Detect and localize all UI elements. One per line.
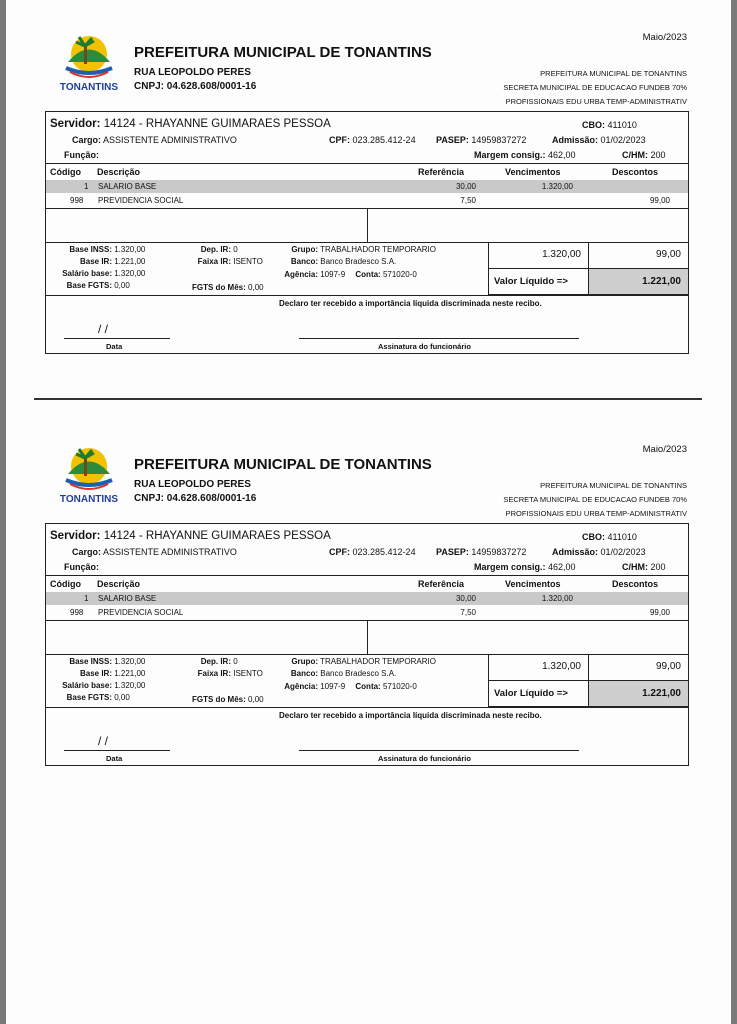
org-right-line-3: PROFISSIONAIS EDU URBA TEMP-ADMINISTRATIV bbox=[505, 97, 687, 106]
base-fgts-field bbox=[46, 693, 130, 702]
base-inss-field bbox=[46, 245, 156, 254]
org-cnpj: CNPJ: 04.628.608/0001-16 bbox=[134, 493, 257, 504]
pasep-field bbox=[436, 135, 526, 145]
admissao-label: Admissão: bbox=[552, 135, 599, 145]
base-inss-value: 1.320,00 bbox=[114, 657, 146, 666]
servidor-line bbox=[50, 118, 331, 130]
dep-ir-label: Dep. IR: bbox=[200, 657, 231, 666]
base-fgts-label: Base FGTS: bbox=[66, 693, 112, 702]
grupo-label: Grupo: bbox=[291, 245, 318, 254]
org-right-line-2: SECRETA MUNICIPAL DE EDUCACAO FUNDEB 70% bbox=[503, 495, 687, 504]
cpf-label: CPF: bbox=[329, 547, 350, 557]
date-line bbox=[64, 750, 170, 751]
base-inss-value: 1.320,00 bbox=[114, 245, 146, 254]
servidor-label: Servidor: bbox=[50, 118, 101, 130]
liquido-value: 1.221,00 bbox=[642, 688, 681, 699]
base-fgts-value: 0,00 bbox=[114, 693, 130, 702]
org-right-line-1: PREFEITURA MUNICIPAL DE TONANTINS bbox=[540, 69, 687, 78]
dep-ir-label: Dep. IR: bbox=[200, 245, 231, 254]
divider bbox=[45, 163, 689, 164]
base-ir-label: Base IR: bbox=[79, 257, 112, 266]
agencia-field bbox=[268, 270, 417, 279]
item-1-descricao: SALARIO BASE bbox=[98, 182, 157, 191]
date-label: Data bbox=[106, 754, 123, 763]
org-title: PREFEITURA MUNICIPAL DE TONANTINS bbox=[134, 44, 432, 61]
item-2-descricao: PREVIDENCIA SOCIAL bbox=[98, 608, 184, 617]
cbo-field bbox=[582, 120, 637, 130]
col-header-descontos: Descontos bbox=[612, 167, 659, 177]
cargo-label: Cargo: bbox=[72, 135, 101, 145]
base-ir-label: Base IR: bbox=[79, 669, 112, 678]
grupo-value: TRABALHADOR TEMPORARIO bbox=[320, 245, 436, 254]
cargo-label: Cargo: bbox=[72, 547, 101, 557]
item-1-referencia: 30,00 bbox=[455, 182, 476, 191]
col-header-referencia: Referência bbox=[418, 167, 465, 177]
item-1-vencimentos: 1.320,00 bbox=[541, 182, 573, 191]
faixa-ir-field bbox=[176, 669, 263, 678]
item-2-codigo: 998 bbox=[70, 608, 84, 617]
chm-value: 200 bbox=[650, 562, 666, 572]
signature-label: Assinatura do funcionário bbox=[378, 754, 471, 763]
item-2-referencia: 7,50 bbox=[460, 196, 476, 205]
base-ir-value: 1.221,00 bbox=[114, 257, 146, 266]
salario-base-value: 1.320,00 bbox=[114, 269, 146, 278]
col-header-referencia: Referência bbox=[418, 579, 465, 589]
total-descontos: 99,00 bbox=[655, 249, 681, 260]
org-address: RUA LEOPOLDO PERES bbox=[134, 67, 251, 78]
chm-field bbox=[622, 562, 666, 572]
servidor-line bbox=[50, 530, 331, 542]
divider bbox=[45, 295, 689, 296]
base-fgts-label: Base FGTS: bbox=[66, 281, 112, 290]
col-header-vencimentos: Vencimentos bbox=[505, 167, 561, 177]
liquido-value: 1.221,00 bbox=[642, 276, 681, 287]
chm-label: C/HM: bbox=[622, 562, 648, 572]
cargo-field bbox=[72, 547, 237, 557]
total-vencimentos: 1.320,00 bbox=[542, 249, 581, 260]
margem-label: Margem consig.: bbox=[474, 150, 546, 160]
conta-label: Conta: bbox=[355, 270, 381, 279]
admissao-value: 01/02/2023 bbox=[600, 547, 646, 557]
reference-month: Maio/2023 bbox=[642, 444, 687, 455]
org-right-line-2: SECRETA MUNICIPAL DE EDUCACAO FUNDEB 70% bbox=[503, 83, 687, 92]
item-1-vencimentos: 1.320,00 bbox=[541, 594, 573, 603]
banco-value: Banco Bradesco S.A. bbox=[320, 257, 397, 266]
banco-label: Banco: bbox=[290, 669, 318, 678]
cbo-value: 411010 bbox=[607, 120, 637, 130]
item-1-referencia: 30,00 bbox=[455, 594, 476, 603]
fgts-mes-label: FGTS do Mês: bbox=[192, 695, 246, 704]
agencia-label: Agência: bbox=[284, 270, 318, 279]
document-page bbox=[6, 0, 731, 1024]
faixa-ir-label: Faixa IR: bbox=[197, 257, 231, 266]
cpf-value: 023.285.412-24 bbox=[352, 135, 416, 145]
fgts-mes-field bbox=[192, 283, 264, 292]
col-header-descricao: Descrição bbox=[97, 579, 141, 589]
total-descontos: 99,00 bbox=[655, 661, 681, 672]
funcao-label: Função: bbox=[64, 562, 99, 572]
declaration-text: Declaro ter recebido a importância líquida discriminada neste recibo. bbox=[279, 299, 542, 308]
cbo-field bbox=[582, 532, 637, 542]
col-header-codigo: Código bbox=[50, 167, 81, 177]
admissao-value: 01/02/2023 bbox=[600, 135, 646, 145]
dep-ir-field bbox=[176, 245, 238, 254]
dep-ir-field bbox=[176, 657, 238, 666]
pasep-label: PASEP: bbox=[436, 135, 469, 145]
col-header-vencimentos: Vencimentos bbox=[505, 579, 561, 589]
banco-label: Banco: bbox=[290, 257, 318, 266]
cargo-field bbox=[72, 135, 237, 145]
margem-value: 462,00 bbox=[548, 150, 576, 160]
chm-value: 200 bbox=[650, 150, 666, 160]
item-2-descricao: PREVIDENCIA SOCIAL bbox=[98, 196, 184, 205]
declaration-text: Declaro ter recebido a importância líquida discriminada neste recibo. bbox=[279, 711, 542, 720]
conta-value: 571020-0 bbox=[382, 270, 417, 279]
signature-line bbox=[299, 750, 579, 751]
base-inss-field bbox=[46, 657, 156, 666]
agencia-label: Agência: bbox=[284, 682, 318, 691]
logo-text: TONANTINS bbox=[59, 82, 119, 93]
divider bbox=[367, 620, 368, 654]
margem-field bbox=[474, 150, 576, 160]
grupo-value: TRABALHADOR TEMPORARIO bbox=[320, 657, 436, 666]
date-slashes: / / bbox=[98, 322, 109, 336]
logo-text: TONANTINS bbox=[59, 494, 119, 505]
org-right-line-1: PREFEITURA MUNICIPAL DE TONANTINS bbox=[540, 481, 687, 490]
agencia-field bbox=[268, 682, 417, 691]
cargo-value: ASSISTENTE ADMINISTRATIVO bbox=[103, 135, 237, 145]
admissao-field bbox=[552, 547, 646, 557]
reference-month: Maio/2023 bbox=[642, 32, 687, 43]
item-2-descontos: 99,00 bbox=[649, 608, 670, 617]
org-cnpj: CNPJ: 04.628.608/0001-16 bbox=[134, 81, 257, 92]
banco-field bbox=[268, 257, 396, 266]
item-1-descricao: SALARIO BASE bbox=[98, 594, 157, 603]
agencia-value: 1097-9 bbox=[320, 270, 346, 279]
item-2-referencia: 7,50 bbox=[460, 608, 476, 617]
date-line bbox=[64, 338, 170, 339]
col-header-descricao: Descrição bbox=[97, 167, 141, 177]
pasep-field bbox=[436, 547, 526, 557]
cpf-field bbox=[329, 135, 416, 145]
total-vencimentos: 1.320,00 bbox=[542, 661, 581, 672]
salario-base-field bbox=[46, 269, 145, 278]
fgts-mes-label: FGTS do Mês: bbox=[192, 283, 246, 292]
chm-label: C/HM: bbox=[622, 150, 648, 160]
payslip-1 bbox=[6, 20, 731, 380]
divider bbox=[45, 707, 689, 708]
fgts-mes-field bbox=[192, 695, 264, 704]
cbo-label: CBO: bbox=[582, 532, 605, 542]
base-inss-label: Base INSS: bbox=[69, 657, 112, 666]
base-fgts-field bbox=[46, 281, 130, 290]
margem-label: Margem consig.: bbox=[474, 562, 546, 572]
signature-label: Assinatura do funcionário bbox=[378, 342, 471, 351]
grupo-field bbox=[268, 245, 436, 254]
margem-field bbox=[474, 562, 576, 572]
chm-field bbox=[622, 150, 666, 160]
banco-field bbox=[268, 669, 396, 678]
salario-base-value: 1.320,00 bbox=[114, 681, 146, 690]
faixa-ir-value: ISENTO bbox=[233, 669, 263, 678]
pasep-value: 14959837272 bbox=[471, 547, 527, 557]
divider bbox=[367, 208, 368, 242]
date-label: Data bbox=[106, 342, 123, 351]
dep-ir-value: 0 bbox=[233, 657, 238, 666]
item-2-descontos: 99,00 bbox=[649, 196, 670, 205]
pasep-value: 14959837272 bbox=[471, 135, 527, 145]
banco-value: Banco Bradesco S.A. bbox=[320, 669, 397, 678]
faixa-ir-value: ISENTO bbox=[233, 257, 263, 266]
salario-base-label: Salário base: bbox=[62, 269, 112, 278]
funcao-field bbox=[64, 562, 99, 572]
conta-label: Conta: bbox=[355, 682, 381, 691]
conta-value: 571020-0 bbox=[382, 682, 417, 691]
grupo-field bbox=[268, 657, 436, 666]
admissao-label: Admissão: bbox=[552, 547, 599, 557]
cpf-value: 023.285.412-24 bbox=[352, 547, 416, 557]
agencia-value: 1097-9 bbox=[320, 682, 346, 691]
base-fgts-value: 0,00 bbox=[114, 281, 130, 290]
servidor-value: 14124 - RHAYANNE GUIMARAES PESSOA bbox=[103, 118, 331, 130]
margem-value: 462,00 bbox=[548, 562, 576, 572]
fgts-mes-value: 0,00 bbox=[248, 283, 264, 292]
col-header-codigo: Código bbox=[50, 579, 81, 589]
admissao-field bbox=[552, 135, 646, 145]
faixa-ir-field bbox=[176, 257, 263, 266]
cargo-value: ASSISTENTE ADMINISTRATIVO bbox=[103, 547, 237, 557]
signature-line bbox=[299, 338, 579, 339]
funcao-field bbox=[64, 150, 99, 160]
salario-base-label: Salário base: bbox=[62, 681, 112, 690]
cpf-label: CPF: bbox=[329, 135, 350, 145]
item-2-codigo: 998 bbox=[70, 196, 84, 205]
municipality-logo bbox=[54, 444, 124, 508]
servidor-value: 14124 - RHAYANNE GUIMARAES PESSOA bbox=[103, 530, 331, 542]
org-right-line-3: PROFISSIONAIS EDU URBA TEMP-ADMINISTRATIV bbox=[505, 509, 687, 518]
payslip-2 bbox=[6, 432, 731, 792]
faixa-ir-label: Faixa IR: bbox=[197, 669, 231, 678]
base-inss-label: Base INSS: bbox=[69, 245, 112, 254]
cpf-field bbox=[329, 547, 416, 557]
item-1-codigo: 1 bbox=[84, 182, 89, 191]
liquido-label: Valor Líquido => bbox=[494, 688, 568, 699]
col-header-descontos: Descontos bbox=[612, 579, 659, 589]
item-1-codigo: 1 bbox=[84, 594, 89, 603]
divider bbox=[45, 575, 689, 576]
grupo-label: Grupo: bbox=[291, 657, 318, 666]
dep-ir-value: 0 bbox=[233, 245, 238, 254]
org-address: RUA LEOPOLDO PERES bbox=[134, 479, 251, 490]
pasep-label: PASEP: bbox=[436, 547, 469, 557]
base-ir-field bbox=[46, 669, 145, 678]
fgts-mes-value: 0,00 bbox=[248, 695, 264, 704]
servidor-label: Servidor: bbox=[50, 530, 101, 542]
municipality-logo bbox=[54, 32, 124, 96]
cbo-label: CBO: bbox=[582, 120, 605, 130]
org-title: PREFEITURA MUNICIPAL DE TONANTINS bbox=[134, 456, 432, 473]
base-ir-value: 1.221,00 bbox=[114, 669, 146, 678]
funcao-label: Função: bbox=[64, 150, 99, 160]
cut-line-separator bbox=[34, 398, 702, 400]
cbo-value: 411010 bbox=[607, 532, 637, 542]
date-slashes: / / bbox=[98, 734, 109, 748]
base-ir-field bbox=[46, 257, 145, 266]
salario-base-field bbox=[46, 681, 145, 690]
liquido-label: Valor Líquido => bbox=[494, 276, 568, 287]
